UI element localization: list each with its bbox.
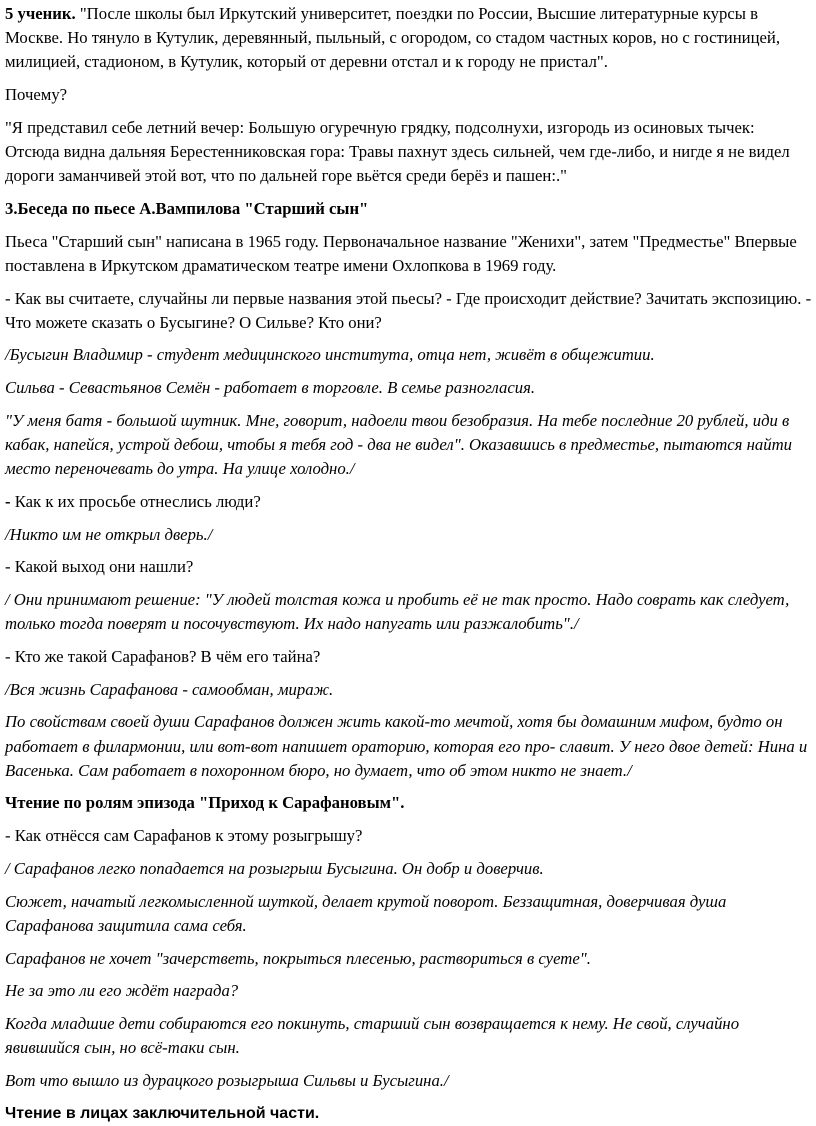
question-people-reaction (5, 490, 812, 514)
sarafanov-quote: Сарафанов не хочет "зачерстветь, покрыться плесенью, раствориться в суете". (5, 948, 591, 968)
answer-decision: / Они принимают решение: "У людей толстая кожа и пробить её не так просто. Надо соврать как следует, только тогда поверят и посочувствуют. Их надо напугать или разжалобить"./ (5, 590, 790, 634)
play-history-paragraph: Пьеса "Старший сын" написана в 1965 году. Первоначальное название "Женихи", затем "Предместье" Впервые поставлена в Иркутском драматическом театре имени Охлопкова в 1969 году. (5, 231, 797, 275)
answer-self-deception: /Вся жизнь Сарафанова - самообман, мираж. (5, 679, 334, 699)
elder-son-returns: Когда младшие дети собираются его покинуть, старший сын возвращается к нему. Не свой, случайно явившийся сын, но всё-таки сын. (5, 1013, 740, 1058)
final-reading-heading: Чтение в лицах заключительной части. (5, 1104, 320, 1122)
plot-turn-note: Сюжет, начатый легкомысленной шуткой, делает крутой поворот. Беззащитная, доверчивая душа Сарафанова защитила сама себя. (5, 891, 727, 935)
student-quote: "После школы был Иркутский университет, поездки по России, Высшие литературные курсы в Москве. Но тянуло в Кутулик, деревянный, пыльный, с огородом, со стадом частных коров, но с гостиницей, милицией, стадионом, в Кутулик, который от деревни отстал и к городу не пристал". (5, 4, 781, 72)
question-way-out: - Какой выход они нашли? (5, 557, 194, 577)
busygin-note: /Бусыгин Владимир - студент медицинского института, отца нет, живёт в общежитии. (5, 345, 655, 365)
question-prank-reaction: - Как отнёсся сам Сарафанов к этому розыгрышу? (5, 826, 363, 846)
section-heading-3: 3.Беседа по пьесе А.Вампилова "Старший сын" (5, 198, 369, 218)
student-label: 5 ученик. (5, 4, 76, 23)
summer-evening-quote: "Я представил себе летний вечер: Большую огуречную грядку, подсолнухи, изгородь из осиновых тычек: Отсюда видна дальняя Берестенниковская гора: Травы пахнут здесь сильней, чем где-либо, и нигде я не видел дороги заманчивей этой вот, что по дальней горе вьётся среди берёз и пашен:." (5, 117, 790, 186)
question-dash: - (5, 491, 11, 511)
question-sarafanov: - Кто же такой Сарафанов? В чём его тайна? (5, 646, 321, 666)
sarafanov-description: По свойствам своей души Сарафанов должен жить какой-то мечтой, хотя бы домашним мифом, будто он работает в филармонии, или вот-вот напишет ораторию, которая его про- славит. У него двое детей: Нина и Васенька. Сам работает в похоронном бюро, но думает, что об этом никто не знает./ (5, 712, 808, 780)
why-question: Почему? (5, 85, 68, 105)
discussion-questions: - Как вы считаете, случайны ли первые названия этой пьесы? - Где происходит действие? Зачитать экспозицию. - Что можете сказать о Бусыгине? О Сильве? Кто они? (5, 288, 812, 332)
answer-nobody-opened: /Никто им не открыл дверь./ (5, 524, 213, 544)
answer-trusting: / Сарафанов легко попадается на розыгрыш Бусыгина. Он добр и доверчив. (5, 858, 544, 878)
reading-roles-heading: Чтение по ролям эпизода "Приход к Сарафановым". (5, 793, 405, 813)
student-5-paragraph (5, 2, 812, 75)
father-quote: "У меня батя - большой шутник. Мне, говорит, надоели твои безобразия. На тебе последние 20 рублей, иди в кабак, напейся, устрой дебош, чтобы я тебя год - два не видел". Оказавшись в предместье, пытаются найти место переночевать до утра. На улице холодно./ (5, 410, 792, 479)
silva-note: Сильва - Севастьянов Семён - работает в торговле. В семье разногласия. (5, 378, 536, 398)
question-text: Как к их просьбе отнеслись люди? (10, 491, 261, 511)
prank-outcome: Вот что вышло из дурацкого розыгрыша Сильвы и Бусыгина./ (5, 1070, 449, 1090)
reward-question: Не за это ли его ждёт награда? (5, 981, 239, 1001)
